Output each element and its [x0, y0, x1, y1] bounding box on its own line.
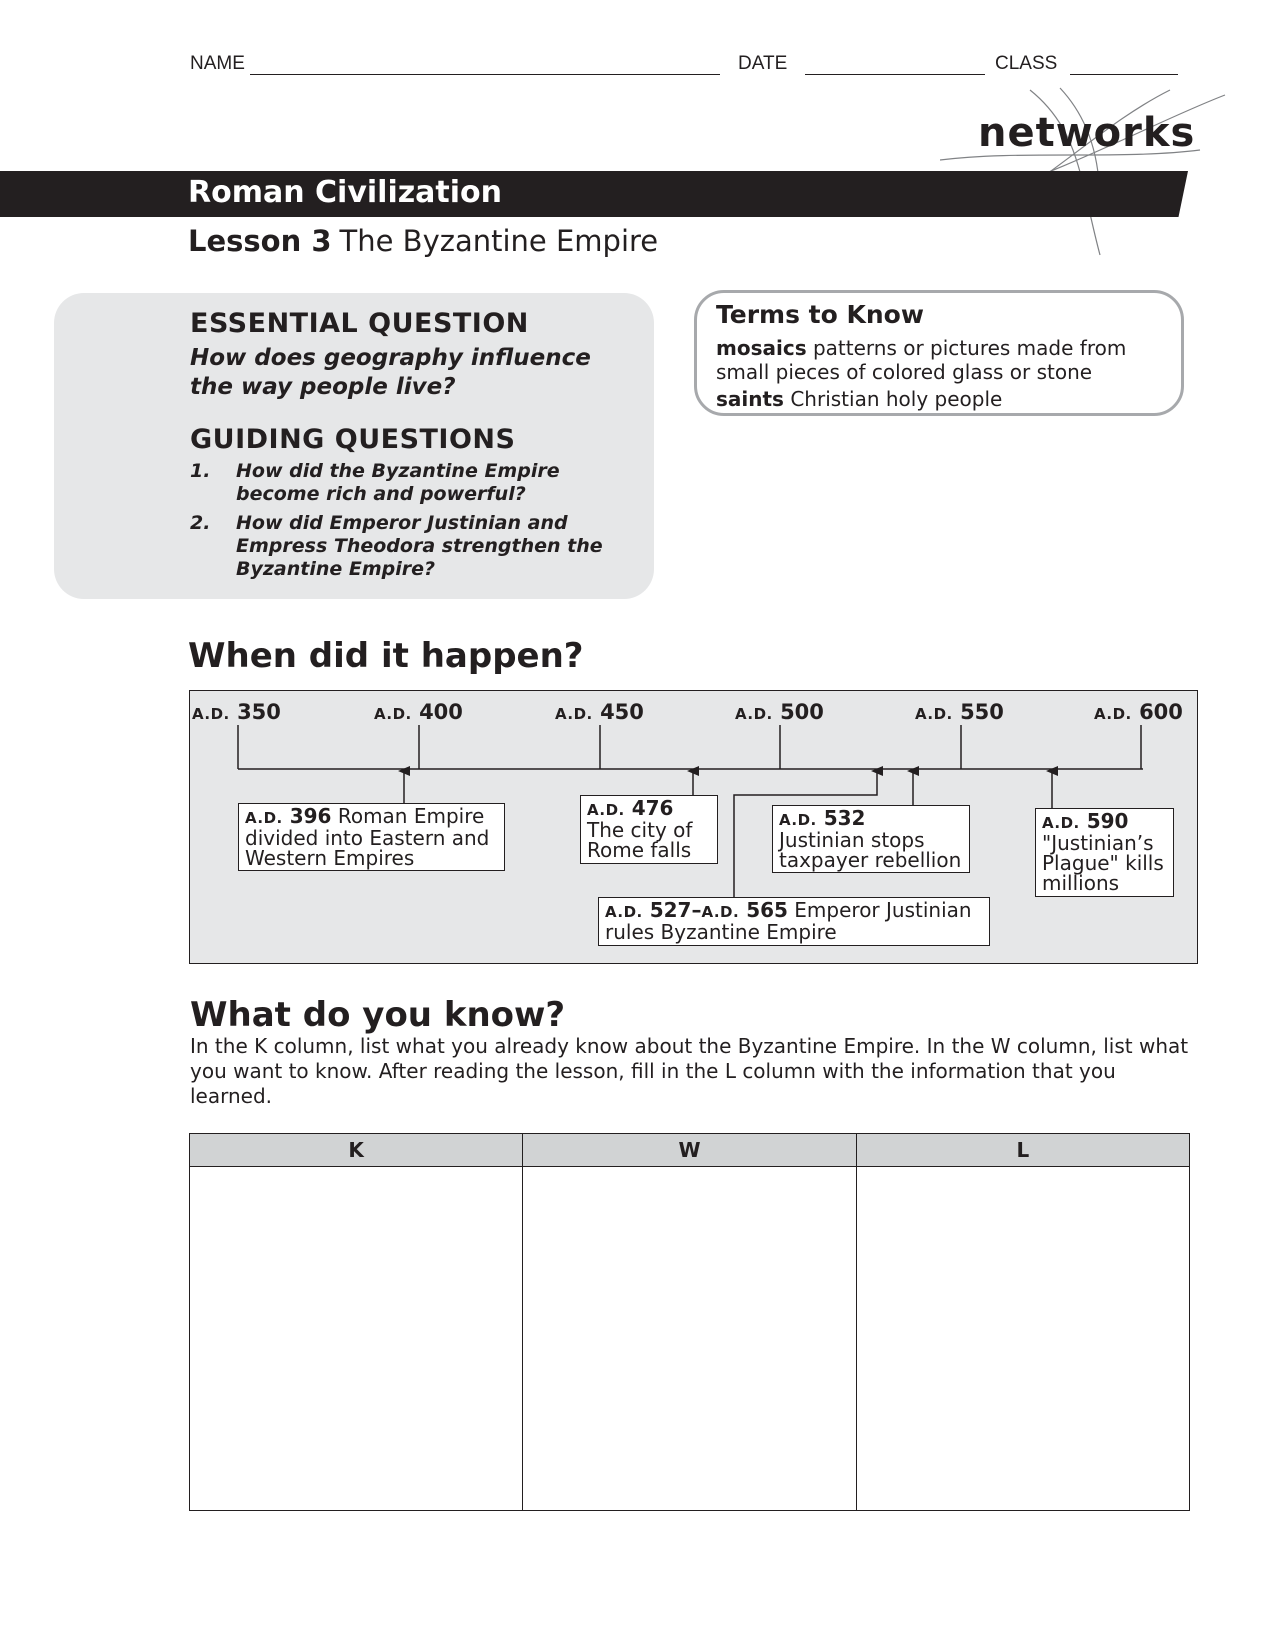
kwl-column-l: L: [856, 1134, 1189, 1167]
timeline-heading: When did it happen?: [188, 636, 584, 676]
timeline-tick-label: A.D. 600: [1094, 700, 1183, 724]
date-label: DATE: [738, 53, 788, 74]
term-definition: patterns or pictures made from small pieces of colored glass or stone: [716, 336, 1127, 384]
guiding-question-number: 2.: [190, 512, 211, 534]
term-word: mosaics: [716, 336, 807, 360]
kwl-column-w: W: [523, 1134, 856, 1167]
guiding-question-number: 1.: [190, 460, 211, 482]
networks-logo: networks: [978, 110, 1196, 156]
kwl-k-cell[interactable]: [190, 1167, 523, 1511]
timeline-event-396: A.D. 396 Roman Empire divided into Eastern and Western Empires: [238, 803, 505, 871]
lesson-number: Lesson 3: [188, 224, 332, 258]
timeline-event-532: A.D. 532 Justinian stops taxpayer rebellion: [772, 805, 970, 873]
kwl-w-cell[interactable]: [523, 1167, 856, 1511]
unit-title: Roman Civilization: [188, 175, 503, 210]
kwl-l-cell[interactable]: [856, 1167, 1189, 1511]
lesson-title: The Byzantine Empire: [339, 224, 659, 258]
timeline-tick-label: A.D. 450: [555, 700, 644, 724]
guiding-question-text: How did Emperor Justinian and Empress Theodora strengthen the Byzantine Empire?: [236, 512, 603, 580]
essential-question-heading: ESSENTIAL QUESTION: [190, 308, 529, 339]
timeline-tick-label: A.D. 350: [192, 700, 281, 724]
timeline-event-476: A.D. 476 The city of Rome falls: [580, 795, 718, 864]
kwl-chart: [189, 1133, 1190, 1511]
kwl-column-k: K: [190, 1134, 523, 1167]
guiding-questions-heading: GUIDING QUESTIONS: [190, 424, 516, 455]
terms-heading: Terms to Know: [716, 300, 924, 329]
term-definition: Christian holy people: [790, 387, 1003, 411]
class-label: CLASS: [995, 53, 1058, 74]
kwl-instructions: In the K column, list what you already know about the Byzantine Empire. In the W column, list what you want to know. After reading the lesson, fill in the L column with the information that you learned.: [190, 1034, 1189, 1108]
timeline-tick-label: A.D. 550: [915, 700, 1004, 724]
timeline-tick-label: A.D. 400: [374, 700, 463, 724]
essential-question-text: How does geography influence the way people live?: [190, 345, 591, 400]
timeline-tick-label: A.D. 500: [735, 700, 824, 724]
name-label: NAME: [190, 53, 245, 74]
timeline-event-590: A.D. 590 "Justinian’s Plague" kills millions: [1035, 808, 1174, 897]
kwl-heading: What do you know?: [190, 995, 566, 1035]
term-word: saints: [716, 387, 784, 411]
timeline-event-527-565: A.D. 527–A.D. 565 Emperor Justinian rules Byzantine Empire: [598, 897, 990, 946]
guiding-question-text: How did the Byzantine Empire become rich and powerful?: [236, 460, 560, 505]
